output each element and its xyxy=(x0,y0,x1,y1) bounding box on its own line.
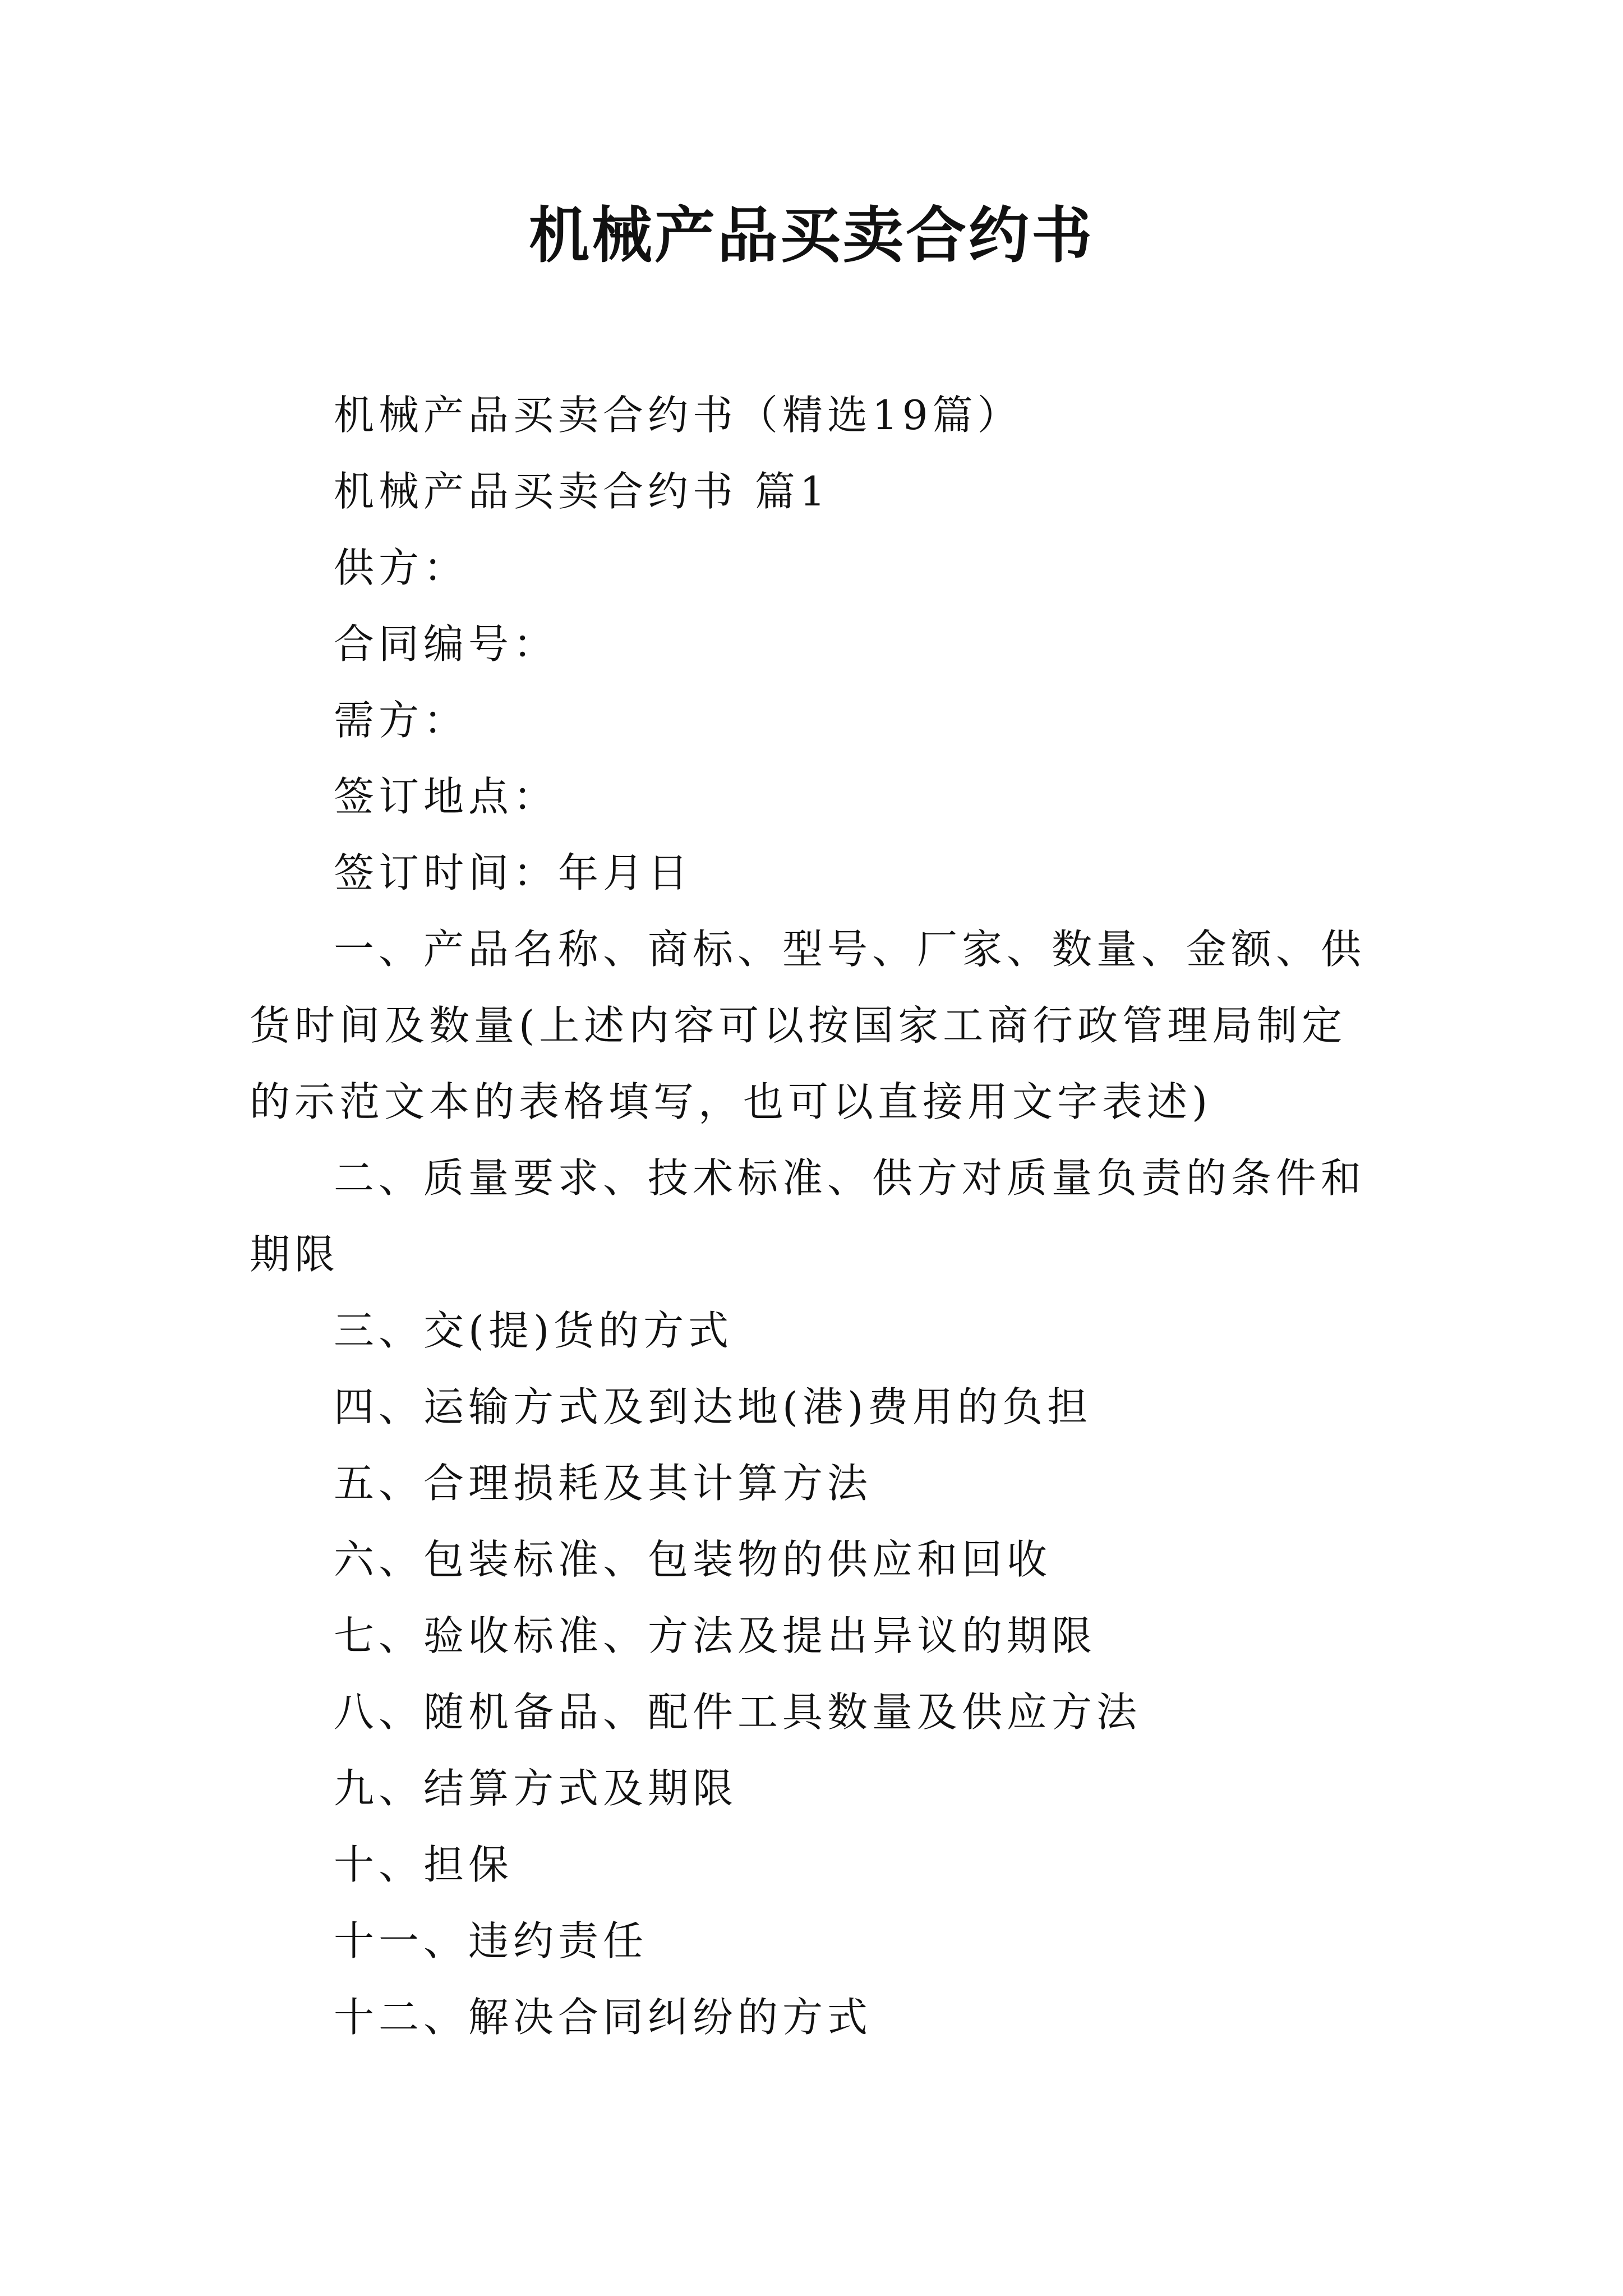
clause-7: 七、验收标准、方法及提出异议的期限 xyxy=(334,1612,1097,1659)
clause-11: 十一、违约责任 xyxy=(334,1917,648,1964)
document-body xyxy=(250,377,1391,2055)
field-contract-number: 合同编号： xyxy=(334,620,559,668)
field-buyer: 需方： xyxy=(334,697,469,744)
clause-1: 一、产品名称、商标、型号、厂家、数量、金额、供货时间及数量(上述内容可以按国家工商行政管理局制定的示范文本的表格填写，也可以直接用文字表述) xyxy=(250,926,1366,1125)
clause-8: 八、随机备品、配件工具数量及供应方法 xyxy=(334,1688,1142,1736)
clause-12: 十二、解决合同纠纷的方式 xyxy=(334,1994,873,2041)
clause-4: 四、运输方式及到达地(港)费用的负担 xyxy=(334,1383,1092,1430)
field-signing-place: 签订地点： xyxy=(334,773,559,820)
clause-6: 六、包装标准、包装物的供应和回收 xyxy=(334,1536,1052,1583)
clause-5: 五、合理损耗及其计算方法 xyxy=(334,1460,873,1507)
document-title: 机械产品买卖合约书 xyxy=(528,200,1094,271)
section-heading: 机械产品买卖合约书 篇1 xyxy=(334,468,830,515)
subtitle-line: 机械产品买卖合约书（精选19篇） xyxy=(334,392,1022,439)
clause-9: 九、结算方式及期限 xyxy=(334,1765,738,1812)
clause-3: 三、交(提)货的方式 xyxy=(334,1307,734,1354)
clause-2: 二、质量要求、技术标准、供方对质量负责的条件和期限 xyxy=(250,1154,1366,1278)
field-signing-date: 签订时间：年月日 xyxy=(334,849,693,896)
clause-10: 十、担保 xyxy=(334,1841,514,1888)
field-supplier: 供方： xyxy=(334,544,469,591)
